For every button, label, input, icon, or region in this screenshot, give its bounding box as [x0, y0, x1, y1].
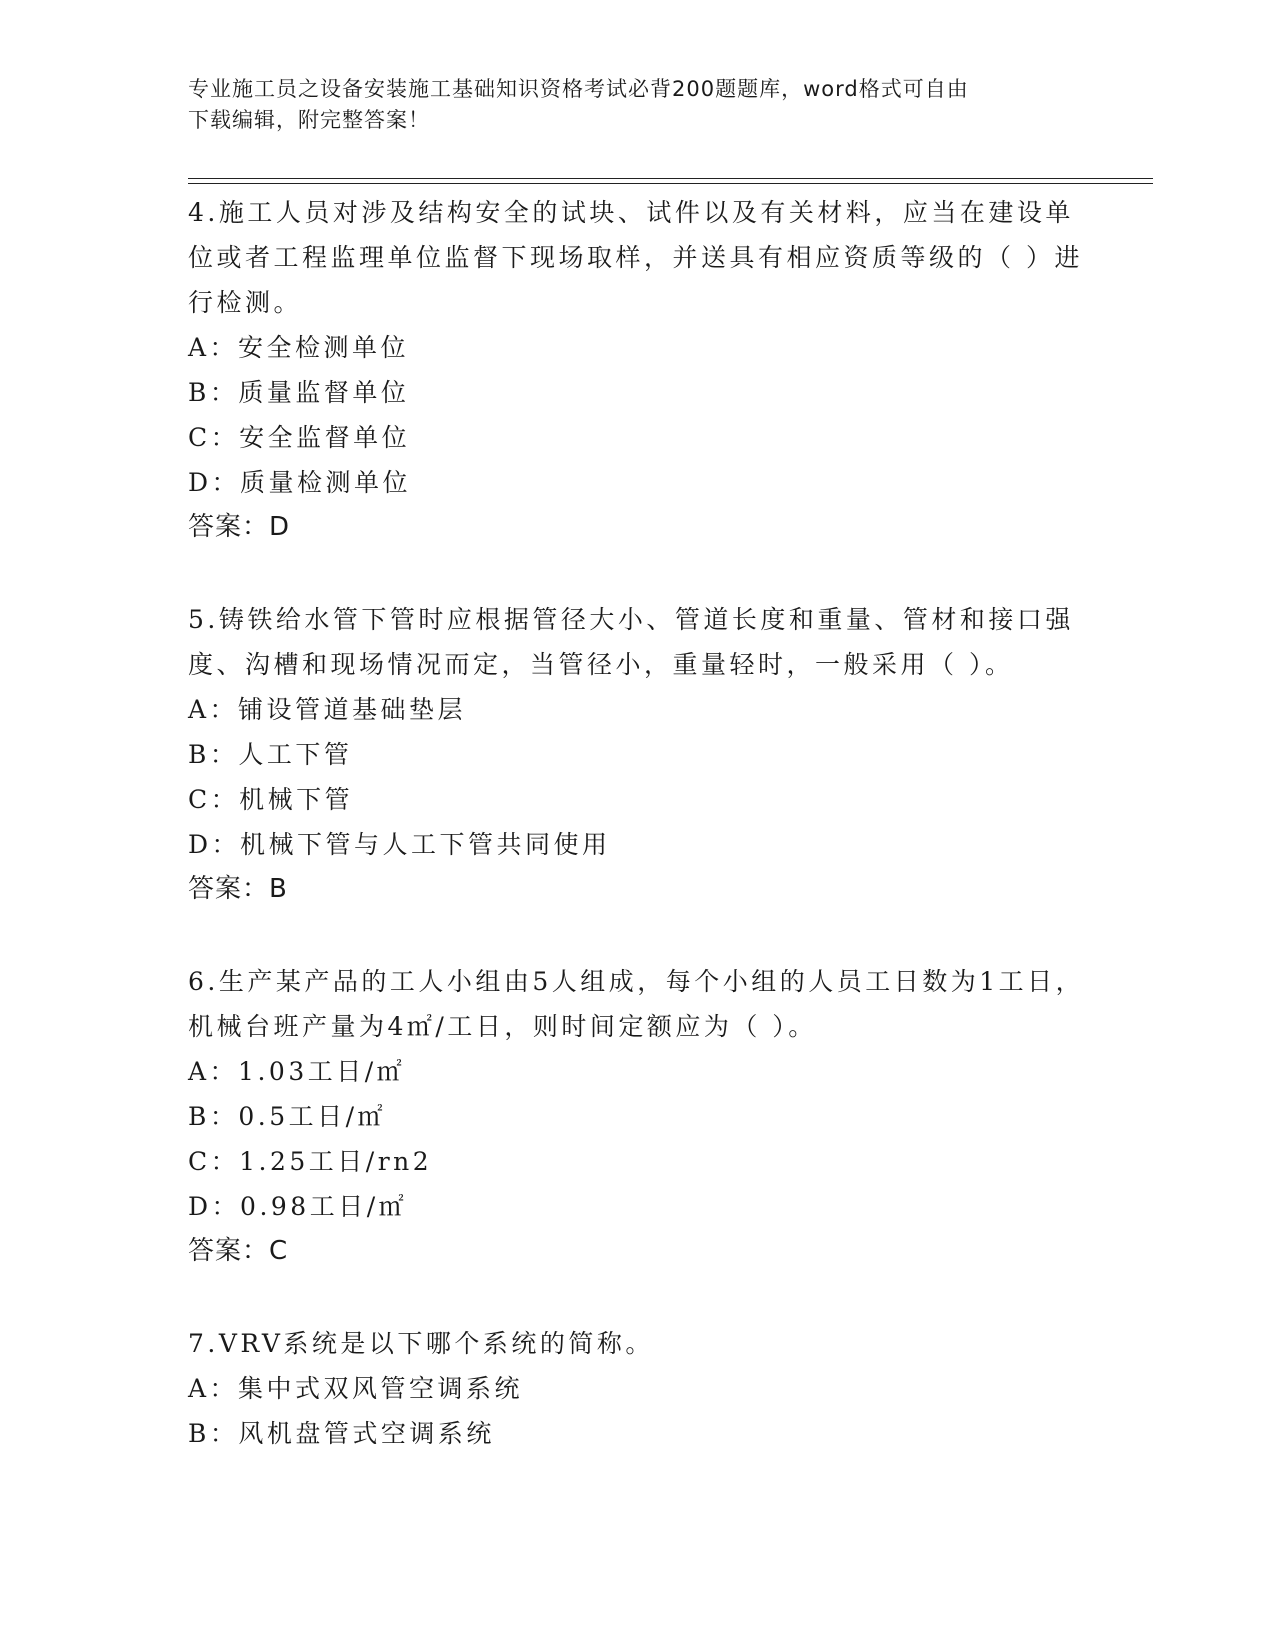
option-a: A：安全检测单位 [188, 333, 410, 362]
question-4 [188, 190, 1088, 550]
question-5 [188, 597, 1088, 912]
option-b: B：风机盘管式空调系统 [188, 1419, 495, 1448]
option-a: A：1.03工日/㎡ [188, 1057, 406, 1086]
header-divider-bottom [188, 183, 1153, 184]
question-7 [188, 1321, 1088, 1456]
option-d: D：质量检测单位 [188, 468, 412, 497]
option-c: C：1.25工日/rn2 [188, 1147, 433, 1176]
option-a: A：铺设管道基础垫层 [188, 695, 467, 724]
option-d: D：0.98工日/㎡ [188, 1192, 408, 1221]
option-b: B：人工下管 [188, 740, 353, 769]
answer-label: 答案：C [188, 1236, 289, 1266]
answer-label: 答案：B [188, 874, 288, 904]
document-header [188, 74, 1088, 136]
option-c: C：机械下管 [188, 785, 354, 814]
header-line-1: 专业施工员之设备安装施工基础知识资格考试必背200题题库，word格式可自由 [188, 77, 969, 101]
option-c: C：安全监督单位 [188, 423, 411, 452]
question-text: 4.施工人员对涉及结构安全的试块、试件以及有关材料，应当在建设单位或者工程监理单位监督下现场取样，并送具有相应资质等级的（ ）进行检测。 [188, 198, 1083, 317]
question-list [188, 190, 1088, 1456]
answer-label: 答案：D [188, 512, 291, 542]
question-text: 5.铸铁给水管下管时应根据管径大小、管道长度和重量、管材和接口强度、沟槽和现场情况而定，当管径小，重量轻时，一般采用（ ）。 [188, 605, 1074, 679]
option-b: B：质量监督单位 [188, 378, 410, 407]
header-divider-top [188, 178, 1153, 179]
question-text: 7.VRV系统是以下哪个系统的简称。 [188, 1329, 654, 1358]
header-line-2: 下载编辑，附完整答案！ [188, 108, 430, 132]
option-d: D：机械下管与人工下管共同使用 [188, 830, 611, 859]
question-6 [188, 959, 1088, 1274]
option-b: B：0.5工日/㎡ [188, 1102, 387, 1131]
option-a: A：集中式双风管空调系统 [188, 1374, 524, 1403]
question-text: 6.生产某产品的工人小组由5人组成，每个小组的人员工日数为1工日，机械台班产量为4㎡/工日，则时间定额应为（ ）。 [188, 967, 1085, 1041]
